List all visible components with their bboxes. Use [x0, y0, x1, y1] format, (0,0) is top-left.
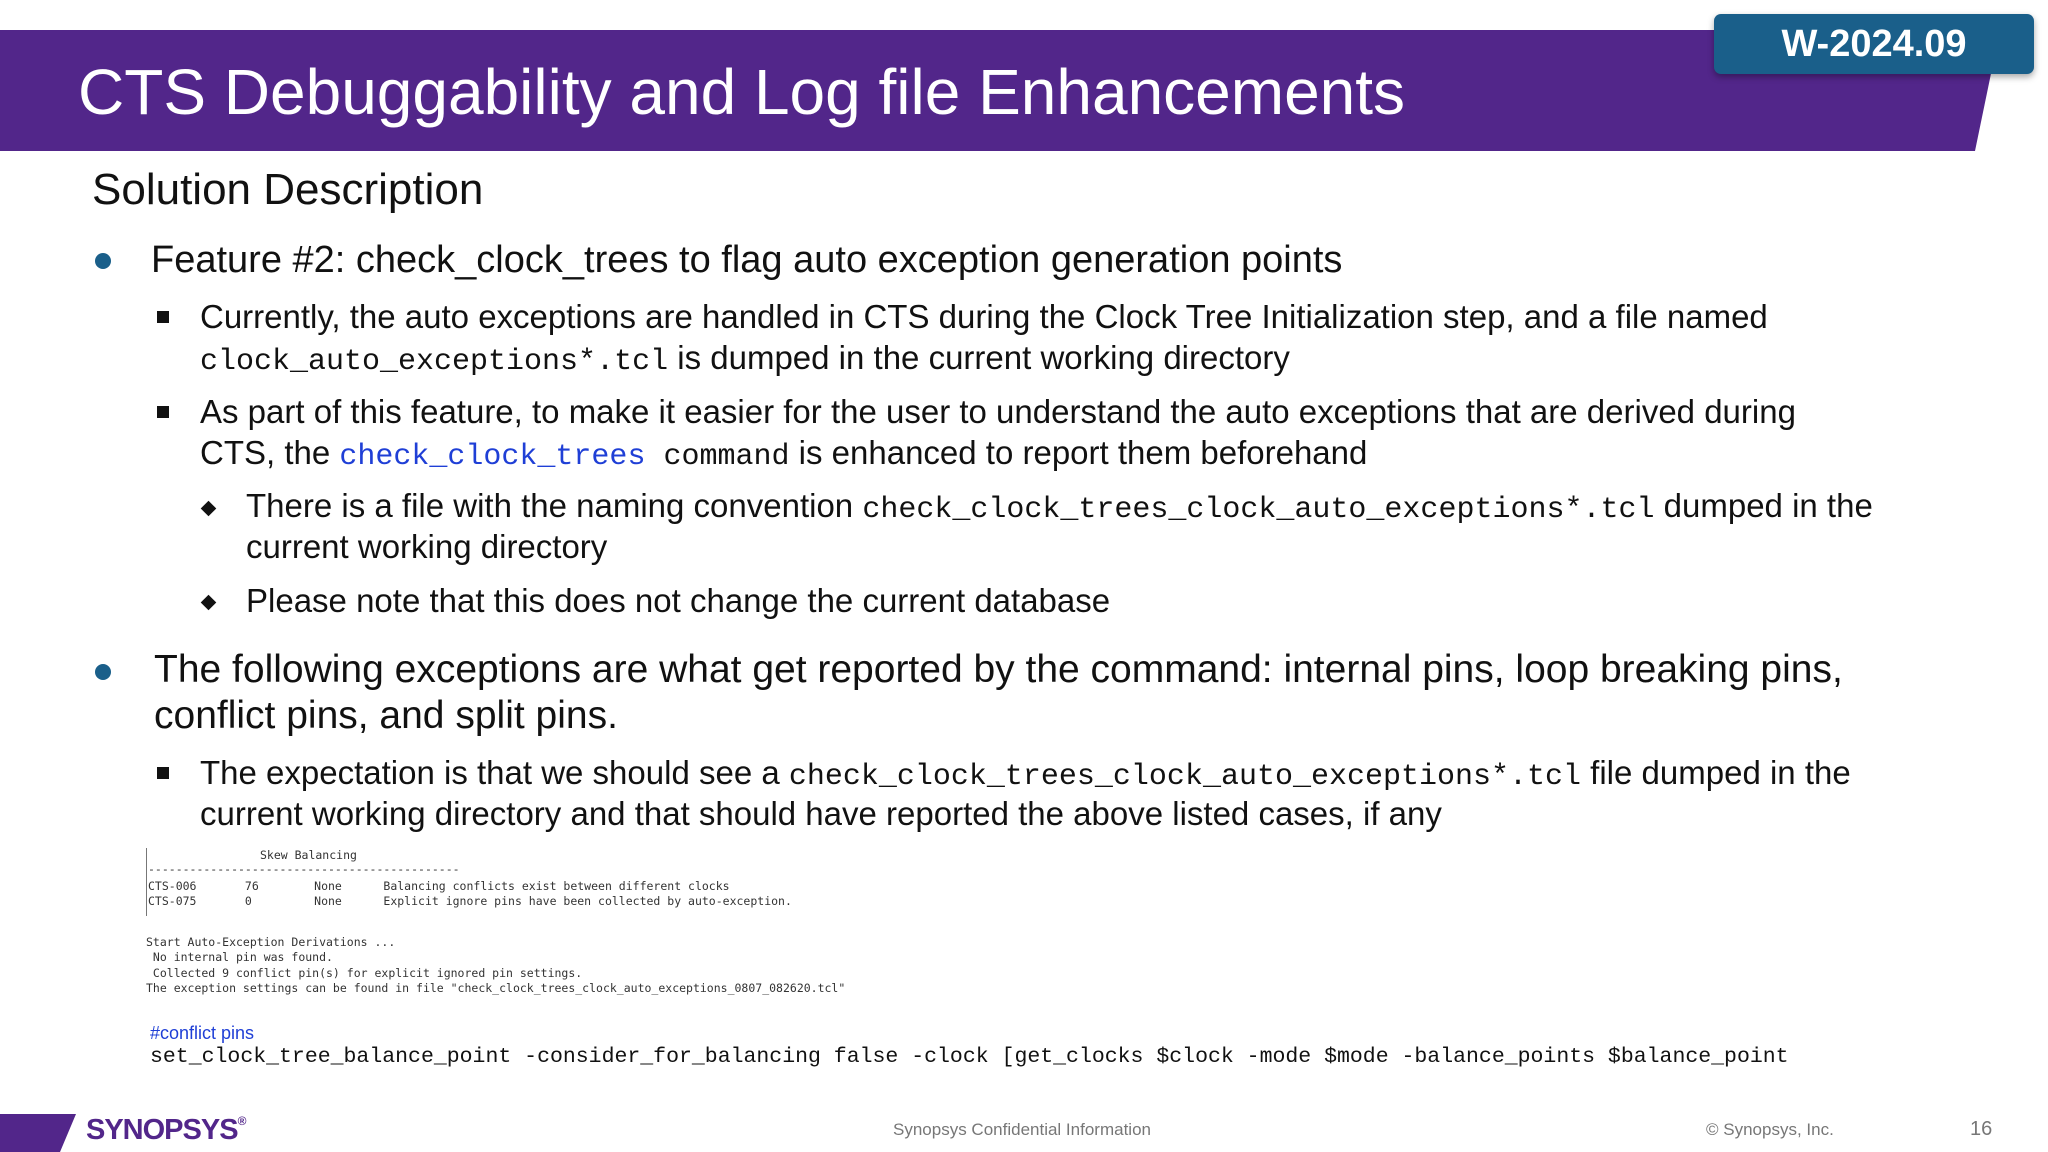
- slide-title: CTS Debuggability and Log file Enhancements: [78, 56, 1406, 128]
- bullet-1-item-1-line-1: [246, 485, 1873, 531]
- bullet-1-item-1-line-2: current working directory: [246, 528, 608, 565]
- code-comment: #conflict pins: [150, 1023, 255, 1043]
- log-line: Collected 9 conflict pin(s) for explicit ignored pin settings.: [146, 966, 583, 980]
- log-line: The exception settings can be found in file "check_clock_trees_clock_auto_exceptions_0807_082620.tcl": [146, 981, 846, 995]
- bullet-diamond: [201, 501, 217, 517]
- bullet-1-item-2: Please note that this does not change the current database: [246, 582, 1111, 619]
- code-command-line: set_clock_tree_balance_point -consider_for_balancing false -clock [get_clocks $clock -mode $mode -balance_points $balance_point: [150, 1045, 1789, 1069]
- bullet-2-line-1: The following exceptions are what get reported by the command: internal pins, loop breaking pins,: [154, 648, 1843, 691]
- bullet-1-sub-1-line-2: [200, 337, 1290, 383]
- bullet-2-line-2: conflict pins, and split pins.: [154, 694, 618, 737]
- log-row: CTS-075 0 None Explicit ignore pins have been collected by auto-exception.: [148, 894, 792, 908]
- log-divider: ---------------------------------------------: [148, 862, 460, 876]
- text-segment: The expectation is that we should see a: [200, 754, 789, 791]
- text-segment: is enhanced to report them beforehand: [789, 434, 1368, 471]
- log-line: No internal pin was found.: [146, 950, 333, 964]
- bullet-square: [157, 767, 169, 779]
- text-segment: file dumped in the: [1581, 754, 1851, 791]
- code-filename: check_clock_trees_clock_auto_exceptions*.tcl: [862, 493, 1655, 527]
- code-command: command: [645, 440, 790, 474]
- code-filename: check_clock_trees_clock_auto_exceptions*.tcl: [788, 760, 1582, 794]
- bullet-1-text: Feature #2: check_clock_trees to flag auto exception generation points: [151, 239, 1343, 281]
- log-line: Start Auto-Exception Derivations ...: [146, 935, 396, 949]
- bullet-dot: [95, 253, 111, 269]
- text-segment: There is a file with the naming convention: [246, 487, 863, 524]
- section-subtitle: Solution Description: [92, 165, 484, 214]
- bullet-1-sub-1-line-1: Currently, the auto exceptions are handled in CTS during the Clock Tree Initialization step, and a file named: [200, 298, 1768, 335]
- bullet-square: [157, 311, 169, 323]
- code-command-blue: check_clock_trees: [339, 440, 646, 474]
- text-segment: is dumped in the current working directory: [668, 339, 1290, 376]
- page-number: 16: [1970, 1118, 1993, 1140]
- confidential-notice: Synopsys Confidential Information: [893, 1120, 1151, 1139]
- code-filename: clock_auto_exceptions*.tcl: [200, 345, 669, 379]
- version-badge: W-2024.09: [1714, 14, 2034, 74]
- synopsys-logo: SYNOPSYS®: [86, 1114, 246, 1146]
- footer-accent: [0, 1114, 76, 1152]
- bullet-dot: [95, 664, 111, 680]
- bullet-square: [157, 406, 169, 418]
- log-row: CTS-006 76 None Balancing conflicts exist between different clocks: [148, 879, 730, 893]
- bullet-2-sub-1-line-2: current working directory and that should have reported the above listed cases, if any: [200, 795, 1442, 832]
- bullet-2-sub-1-line-1: [200, 752, 1851, 798]
- text-segment: CTS, the: [200, 434, 340, 471]
- copyright: © Synopsys, Inc.: [1706, 1120, 1834, 1139]
- log-border: [146, 848, 147, 916]
- log-header: Skew Balancing: [260, 848, 357, 862]
- bullet-1-sub-2-line-2: [200, 432, 1367, 478]
- bullet-diamond: [201, 595, 217, 611]
- bullet-1-sub-2-line-1: As part of this feature, to make it easier for the user to understand the auto exceptions that are derived during: [200, 393, 1796, 430]
- text-segment: dumped in the: [1654, 487, 1873, 524]
